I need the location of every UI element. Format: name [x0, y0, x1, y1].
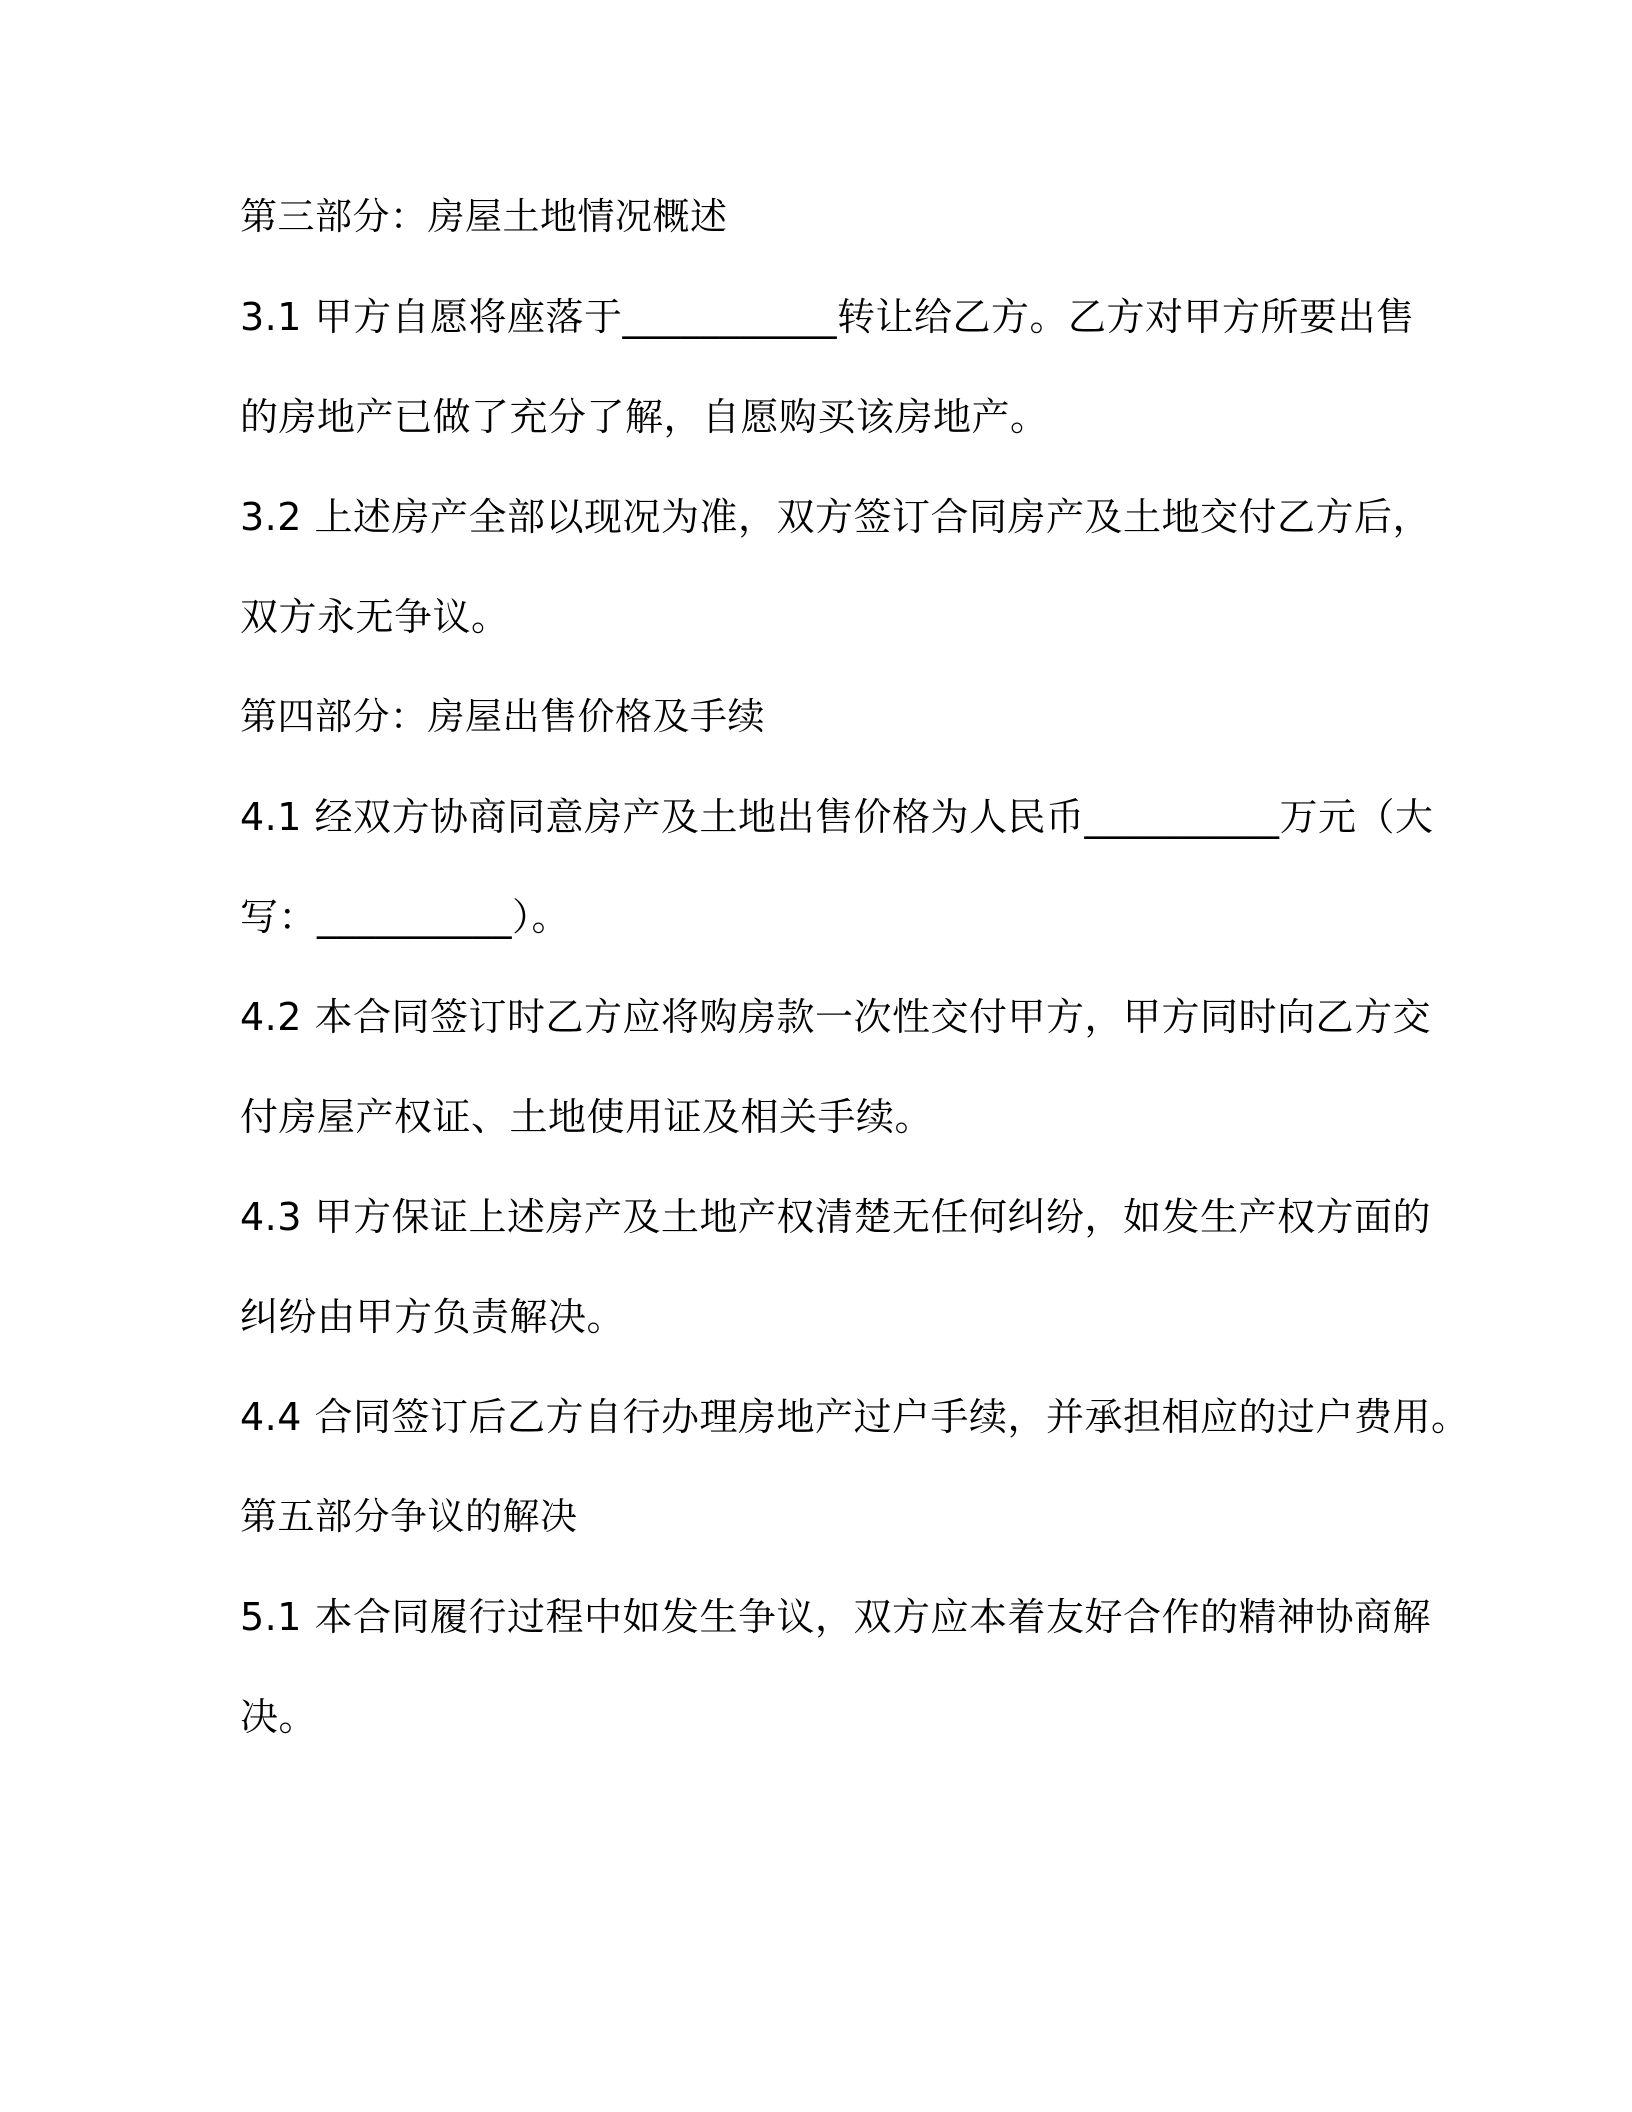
clause-4-2-line-2: 付房屋产权证、土地使用证及相关手续。 [240, 1095, 934, 1139]
clause-4-3-line-1: 4.3 甲方保证上述房产及土地产权清楚无任何纠纷，如发生产权方面的 [240, 1195, 1432, 1239]
clause-4-1-line-2: 写：__________）。 [240, 895, 571, 939]
clause-4-1-line-1: 4.1 经双方协商同意房产及土地出售价格为人民币__________万元（大 [240, 795, 1434, 839]
section-4-heading: 第四部分：房屋出售价格及手续 [240, 695, 765, 738]
clause-4-2-line-1: 4.2 本合同签订时乙方应将购房款一次性交付甲方，甲方同时向乙方交 [240, 995, 1432, 1039]
clause-5-1-line-2: 决。 [240, 1695, 318, 1739]
clause-3-2-line-2: 双方永无争议。 [240, 595, 510, 639]
clause-4-4-line-1: 4.4 合同签订后乙方自行办理房地产过户手续，并承担相应的过户费用。 [240, 1395, 1470, 1439]
clause-3-2-line-1: 3.2 上述房产全部以现况为准，双方签订合同房产及土地交付乙方后， [240, 495, 1432, 539]
clause-4-3-line-2: 纠纷由甲方负责解决。 [240, 1295, 626, 1339]
clause-5-1-line-1: 5.1 本合同履行过程中如发生争议，双方应本着友好合作的精神协商解 [240, 1595, 1432, 1639]
clause-3-1-line-1: 3.1 甲方自愿将座落于___________转让给乙方。乙方对甲方所要出售 [240, 295, 1415, 339]
section-3-heading: 第三部分：房屋土地情况概述 [240, 195, 728, 238]
section-5-heading: 第五部分争议的解决 [240, 1495, 578, 1538]
clause-3-1-line-2: 的房地产已做了充分了解，自愿购买该房地产。 [240, 395, 1049, 439]
